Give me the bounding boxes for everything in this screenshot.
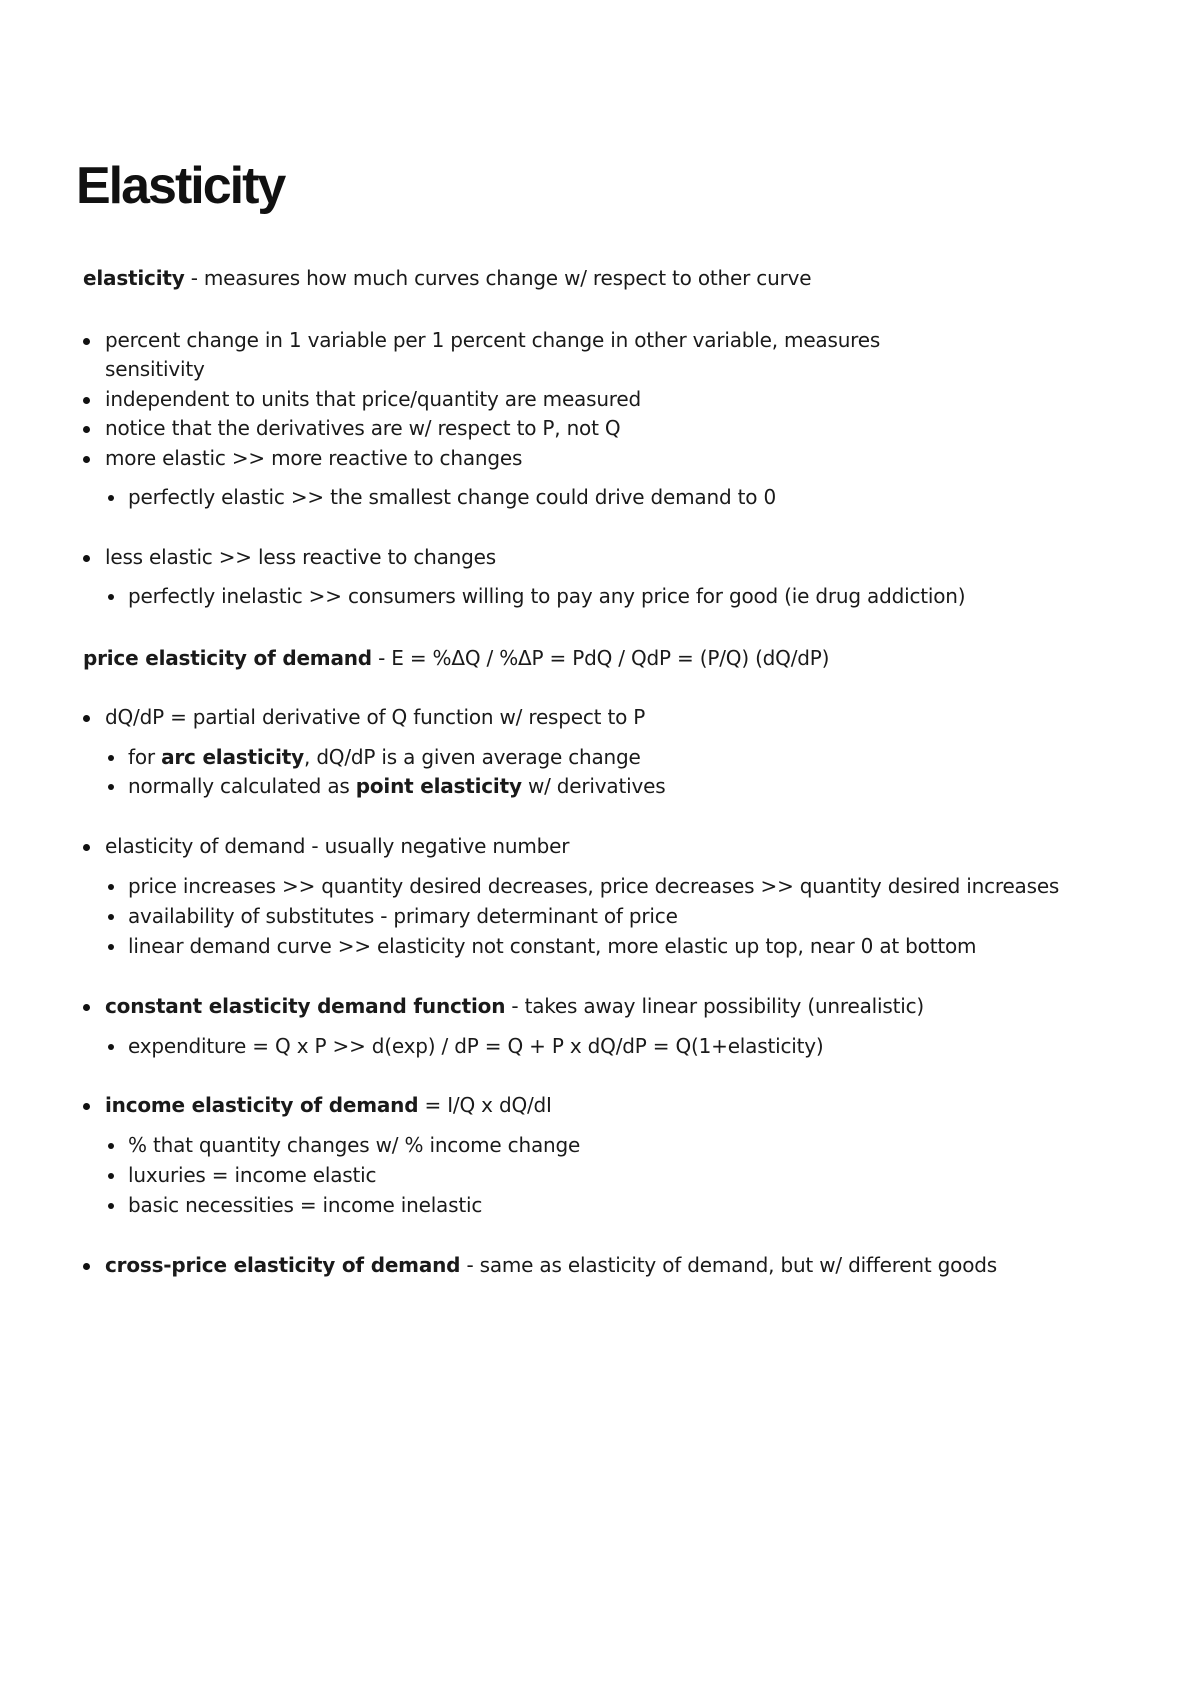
list-item: cross-price elasticity of demand - same as elasticity of demand, but w/ different goods <box>105 1253 997 1277</box>
sub-list-item: basic necessities = income inelastic <box>128 1193 483 1217</box>
sub-list-item: expenditure = Q x P >> d(exp) / dP = Q + P x dQ/dP = Q(1+elasticity) <box>128 1034 824 1058</box>
intro-definition <box>83 266 811 290</box>
list-item: constant elasticity demand function - takes away linear possibility (unrealistic) <box>105 994 924 1018</box>
list-item: more elastic >> more reactive to changes <box>105 446 523 470</box>
intro-text: - measures how much curves change w/ respect to other curve <box>184 266 812 290</box>
ped-definition <box>83 646 829 670</box>
point-elasticity-term: point elasticity <box>355 774 522 798</box>
list-item: percent change in 1 variable per 1 percent change in other variable, measures <box>105 328 881 352</box>
sub-list-item: % that quantity changes w/ % income change <box>128 1133 581 1157</box>
list-item: dQ/dP = partial derivative of Q function w/ respect to P <box>105 705 646 729</box>
ped-term: price elasticity of demand <box>83 646 372 670</box>
sub-list-item: normally calculated as point elasticity w/ derivatives <box>128 774 666 798</box>
list-item: income elasticity of demand = I/Q x dQ/dI <box>105 1093 552 1117</box>
arc-elasticity-term: arc elasticity <box>161 745 304 769</box>
sub-list-item: luxuries = income elastic <box>128 1163 377 1187</box>
sub-list-item: linear demand curve >> elasticity not constant, more elastic up top, near 0 at bottom <box>128 934 977 958</box>
list-item: elasticity of demand - usually negative number <box>105 834 570 858</box>
sub-list-item: perfectly inelastic >> consumers willing to pay any price for good (ie drug addiction) <box>128 584 966 608</box>
list-item: independent to units that price/quantity are measured <box>105 387 641 411</box>
list-item: notice that the derivatives are w/ respect to P, not Q <box>105 416 621 440</box>
page-title: Elasticity <box>76 157 285 215</box>
ied-term: income elasticity of demand <box>105 1093 419 1117</box>
sub-list-item: price increases >> quantity desired decreases, price decreases >> quantity desired increases <box>128 874 1060 898</box>
cedf-term: constant elasticity demand function <box>105 994 506 1018</box>
intro-term: elasticity <box>83 266 185 290</box>
list-item-continuation: sensitivity <box>105 357 205 381</box>
cross-price-term: cross-price elasticity of demand <box>105 1253 461 1277</box>
sub-list-item: availability of substitutes - primary determinant of price <box>128 904 678 928</box>
sub-list-item: for arc elasticity, dQ/dP is a given average change <box>128 745 641 769</box>
list-item: less elastic >> less reactive to changes <box>105 545 496 569</box>
sub-list-item: perfectly elastic >> the smallest change could drive demand to 0 <box>128 485 776 509</box>
ped-formula: - E = %ΔQ / %ΔP = PdQ / QdP = (P/Q) (dQ/dP) <box>371 646 830 670</box>
